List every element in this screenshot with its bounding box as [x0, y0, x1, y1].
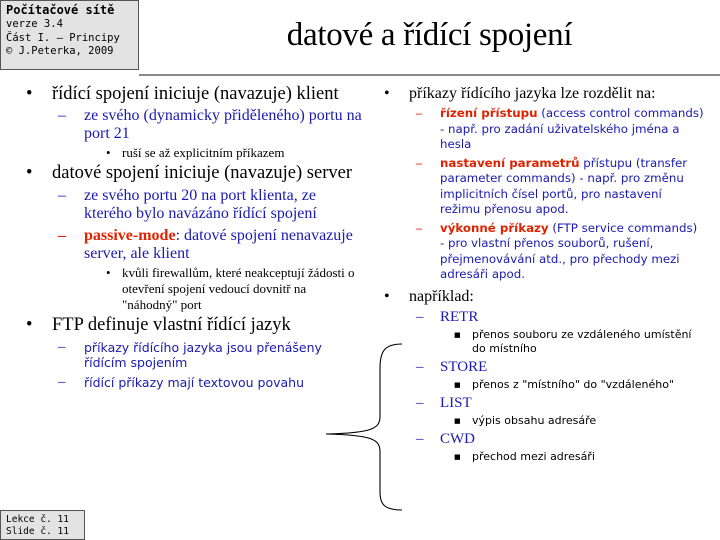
- dash-marker: –: [416, 394, 424, 411]
- sub-bullet-text: řídící příkazy mají textovou povahu: [84, 374, 304, 390]
- command-cwd-desc: [384, 450, 704, 464]
- passive-mode-term: passive-mode: [84, 227, 176, 244]
- dash-marker: –: [416, 220, 422, 235]
- command-name: RETR: [440, 308, 479, 325]
- bullet-text: FTP definuje vlastní řídící jazyk: [52, 315, 291, 335]
- command-desc: výpis obsahu adresáře: [472, 413, 597, 427]
- course-name: Počítačové sítě: [6, 3, 115, 17]
- sub-bullet-commands-transfer: [26, 340, 364, 371]
- part-label: Část I. – Principy: [6, 31, 120, 44]
- transfer-params-text: přístupu (transfer parameter commands) - např. pro změnu implicitních čísel portů, pro nastavení režimu přenosu apod.: [440, 155, 688, 216]
- bullet-dot: •: [106, 144, 111, 160]
- sub-bullet-text: ze svého portu 20 na port klienta, ze kterého bylo navázáno řídící spojení: [84, 187, 317, 222]
- course-info-box: [0, 0, 139, 70]
- sub-bullet-transfer-params: [384, 156, 704, 218]
- copyright-label: © J.Peterka, 2009: [6, 45, 114, 57]
- bullet-ftp-language: [26, 315, 364, 336]
- curly-brace: [322, 340, 406, 512]
- sub-bullet-text: ze svého (dynamicky přiděleného) portu na port 21: [84, 106, 362, 142]
- bullet-control-connection: [26, 84, 364, 105]
- command-desc: přechod mezi adresáři: [472, 449, 595, 463]
- sub-bullet-service-commands: [384, 221, 704, 283]
- bullet-dot: •: [26, 84, 33, 104]
- dash-marker: –: [58, 373, 66, 390]
- sub-bullet-client-port: [26, 107, 364, 143]
- sub-bullet-access-control: [384, 106, 704, 153]
- square-bullet: ■: [454, 452, 461, 461]
- sub-bullet-server-port: [26, 187, 364, 223]
- bullet-text: například:: [409, 287, 474, 305]
- command-list-desc: [384, 414, 704, 428]
- dash-marker: –: [416, 358, 424, 375]
- service-commands-text: (FTP service commands) - pro vlastní přenos souborů, rušení, přejmenovávání atd., pro přechody mezi adresáři apod.: [440, 220, 698, 281]
- command-store-desc: [384, 378, 704, 392]
- access-control-term: řízení přístupu: [440, 106, 538, 120]
- dash-marker: –: [58, 227, 66, 244]
- service-commands-term: výkonné příkazy: [440, 220, 549, 235]
- bullet-dot: •: [26, 315, 33, 335]
- version-label: verze 3.4: [6, 18, 63, 30]
- sub-bullet-passive-mode: [26, 227, 364, 263]
- command-name: STORE: [440, 358, 488, 375]
- bullet-text: řídící spojení iniciuje (navazuje) klient: [52, 84, 339, 104]
- bullet-command-categories: [384, 84, 704, 103]
- access-control-text: (access control commands) - např. pro zadání uživatelského jména a hesla: [440, 106, 704, 151]
- command-retr: [384, 308, 704, 326]
- dash-marker: –: [416, 155, 422, 170]
- bullet-dot: •: [106, 265, 111, 280]
- slide-number: Slide č. 11: [6, 526, 69, 537]
- lecture-number: Lekce č. 11: [6, 514, 69, 525]
- dash-marker: –: [58, 338, 66, 355]
- square-bullet: ■: [454, 416, 461, 425]
- command-name: CWD: [440, 430, 475, 447]
- command-cwd: [384, 430, 704, 448]
- bullet-dot: •: [384, 287, 390, 305]
- square-bullet: ■: [454, 330, 461, 339]
- dash-marker: –: [58, 187, 66, 204]
- transfer-params-term: nastavení parametrů: [440, 155, 580, 170]
- bullet-dot: •: [26, 162, 33, 183]
- sub-sub-bullet-firewall: [26, 265, 364, 313]
- sub-sub-bullet-text: ruší se až explicitním příkazem: [122, 144, 285, 160]
- command-name: LIST: [440, 394, 472, 411]
- dash-marker: –: [58, 106, 66, 124]
- bullet-text: datové spojení iniciuje (navazuje) server: [52, 162, 352, 183]
- right-column: [384, 84, 704, 466]
- bullet-data-connection: [26, 163, 364, 184]
- dash-marker: –: [416, 430, 424, 447]
- command-desc: přenos souboru ze vzdáleného umístění do místního: [472, 327, 692, 355]
- command-desc: přenos z "místního" do "vzdáleného": [472, 377, 674, 391]
- title-bar: [139, 0, 720, 76]
- bullet-dot: •: [384, 85, 390, 102]
- left-column: [26, 84, 364, 392]
- command-store: [384, 358, 704, 376]
- sub-sub-bullet-cancel: [26, 145, 364, 161]
- sub-sub-bullet-text: kvůli firewallům, které neakceptují žádosti o otevření spojení vedoucí dovnitř na "náhodný" port: [122, 265, 355, 312]
- bullet-examples: [384, 287, 704, 306]
- dash-marker: –: [416, 106, 422, 120]
- slide-counter-box: [0, 510, 85, 540]
- square-bullet: ■: [454, 380, 461, 389]
- dash-marker: –: [416, 308, 424, 325]
- sub-bullet-text-nature: [26, 375, 364, 391]
- passive-mode-text: : datové spojení nenavazuje server, ale klient: [84, 227, 353, 262]
- command-list: [384, 394, 704, 412]
- command-retr-desc: [384, 328, 704, 356]
- sub-bullet-text: příkazy řídícího jazyka jsou přenášeny řídícím spojením: [84, 339, 322, 370]
- bullet-text: příkazy řídícího jazyka lze rozdělit na:: [409, 85, 656, 102]
- slide-title: datové a řídící spojení: [286, 17, 573, 53]
